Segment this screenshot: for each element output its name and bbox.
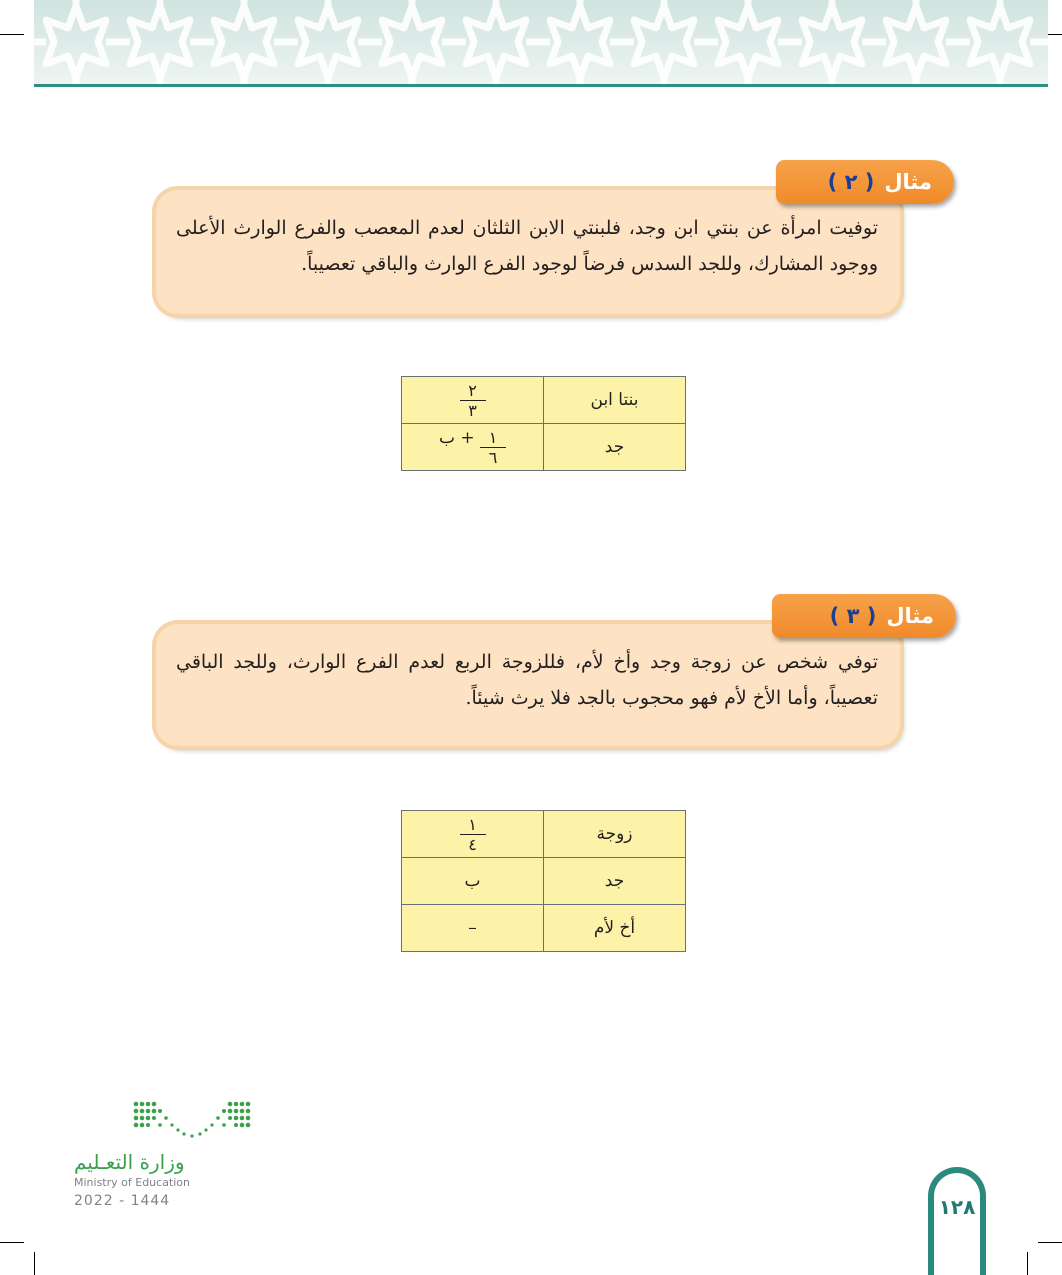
table-row xyxy=(402,424,686,471)
example-label-word: مثال xyxy=(884,170,932,194)
edition-year: 2022 - 1444 xyxy=(74,1193,171,1209)
page-number-tab xyxy=(928,1167,986,1275)
fraction-denominator: ٣ xyxy=(468,401,477,420)
islamic-star-pattern xyxy=(34,0,1048,86)
crop-mark xyxy=(0,1242,24,1243)
heir-cell: جد xyxy=(544,424,686,471)
header-rule xyxy=(34,84,1048,87)
crop-mark xyxy=(1038,1242,1062,1243)
residue-marker: + ب xyxy=(438,428,475,448)
heir-cell: بنتا ابن xyxy=(544,377,686,424)
fraction xyxy=(460,816,486,853)
ministry-name-ar: وزارة التعـليم xyxy=(74,1150,185,1174)
example-2-text: توفيت امرأة عن بنتي ابن وجد، فلبنتي الابن الثلثان لعدم المعصب والفرع الوارث الأعلى ووجود المشارك، وللجد السدس فرضاً لوجود الفرع الوارث والباقي تعصيباً. xyxy=(176,217,878,275)
example-2-table xyxy=(401,376,686,471)
ministry-logo-icon xyxy=(74,1098,254,1144)
fraction xyxy=(480,429,506,466)
example-3-table xyxy=(401,810,686,952)
crop-mark xyxy=(34,1252,35,1275)
heir-cell: جد xyxy=(544,858,686,905)
fraction-denominator: ٤ xyxy=(468,835,477,854)
example-number: ( ٢ ) xyxy=(827,170,875,194)
example-number: ( ٣ ) xyxy=(829,604,877,628)
fraction-numerator: ١ xyxy=(468,815,477,834)
share-cell xyxy=(402,424,544,471)
share-cell xyxy=(402,811,544,858)
example-3-label xyxy=(772,594,956,638)
fraction-numerator: ٢ xyxy=(468,381,477,400)
ministry-name-en: Ministry of Education xyxy=(74,1176,191,1189)
example-3-text: توفي شخص عن زوجة وجد وأخ لأم، فللزوجة الربع لعدم الفرع الوارث، وللجد الباقي تعصيباً، وأما الأخ لأم فهو محجوب بالجد فلا يرث شيئاً. xyxy=(176,651,878,709)
heir-cell: زوجة xyxy=(544,811,686,858)
fraction-denominator: ٦ xyxy=(488,448,498,467)
share-cell: ب xyxy=(402,858,544,905)
example-2-label xyxy=(776,160,954,204)
table-row xyxy=(402,811,686,858)
crop-mark xyxy=(0,34,24,35)
fraction xyxy=(460,382,486,419)
example-3-box xyxy=(156,624,900,746)
table-row xyxy=(402,905,686,952)
table-row xyxy=(402,377,686,424)
share-cell: – xyxy=(402,905,544,952)
fraction-numerator: ١ xyxy=(488,428,498,447)
heir-cell: أخ لأم xyxy=(544,905,686,952)
header-pattern-banner xyxy=(34,0,1048,86)
page-number: ١٢٨ xyxy=(934,1173,980,1275)
example-2-box xyxy=(156,190,900,314)
share-cell xyxy=(402,377,544,424)
table-row xyxy=(402,858,686,905)
crop-mark xyxy=(1027,1252,1028,1275)
example-label-word: مثال xyxy=(886,604,934,628)
